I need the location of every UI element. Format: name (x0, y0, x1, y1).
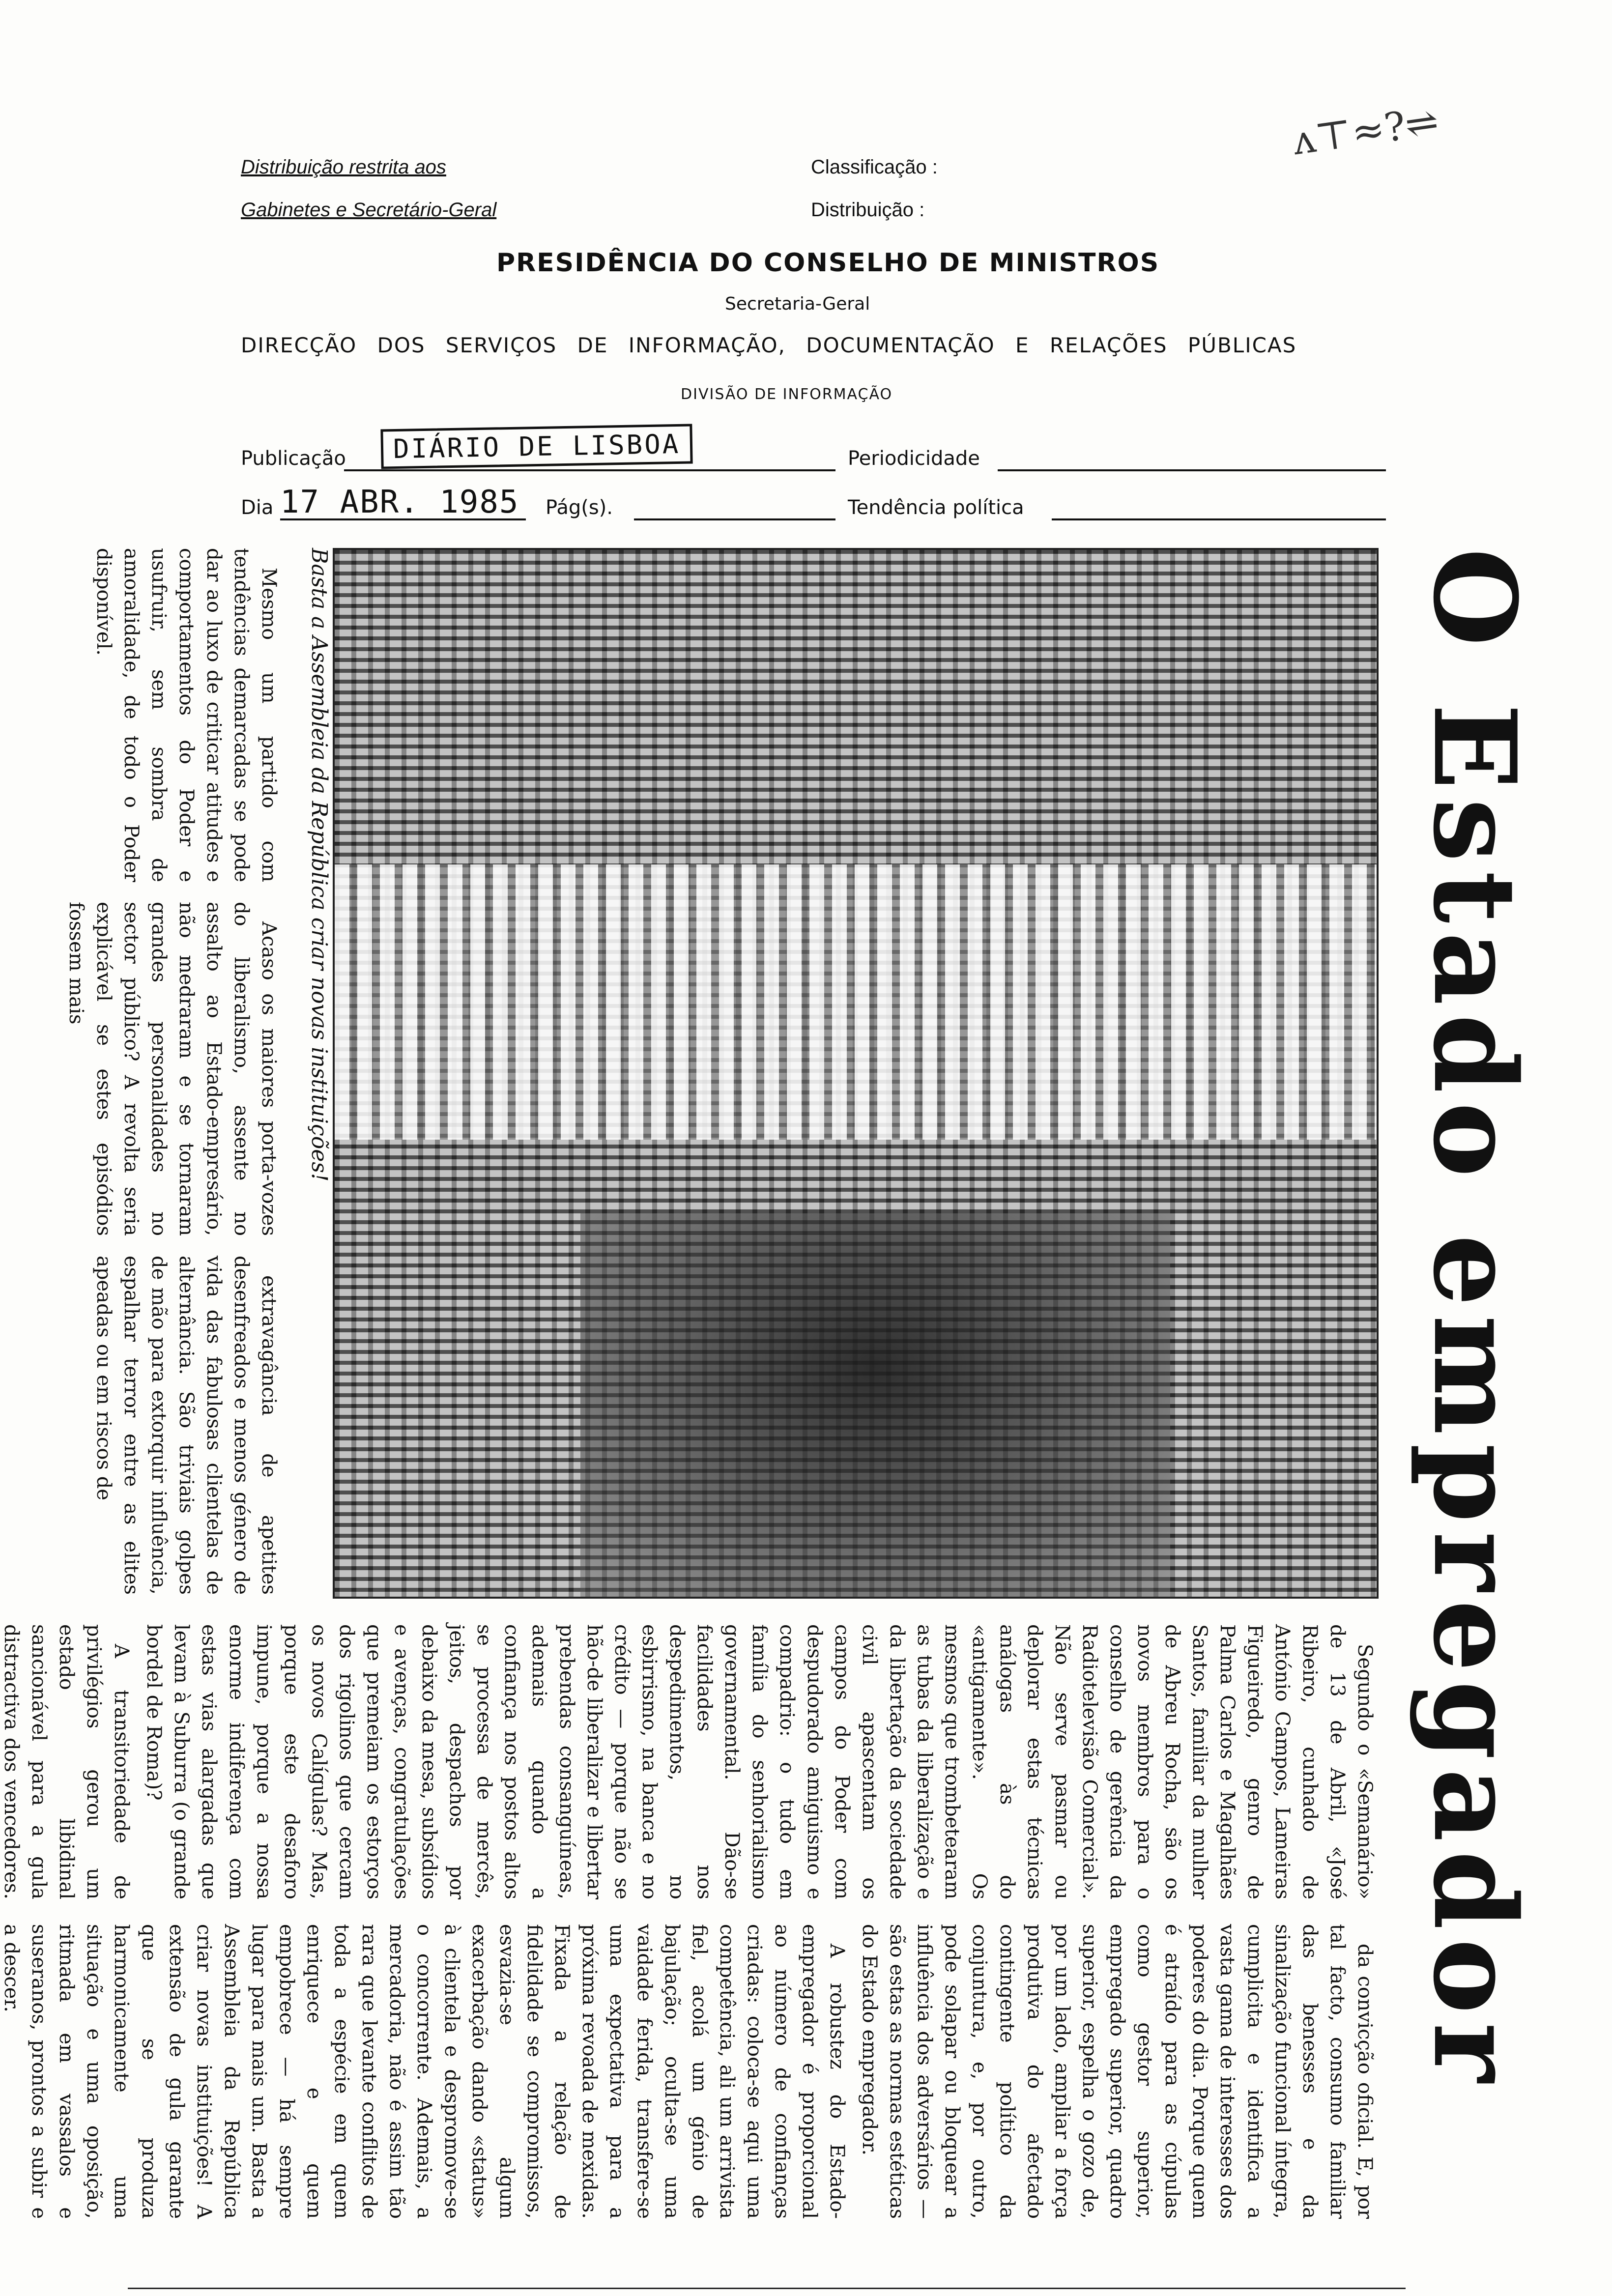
article-headline: O Estado empregador (1408, 548, 1541, 2092)
handwritten-corner-note: ʌ⊤≈?⇌ (1290, 98, 1441, 164)
photo-shadow (580, 1213, 1170, 1597)
tendencia-label: Tendência política (848, 496, 1024, 519)
col2-paragraph: A robustez do Estado-empregador é proporcional ao número de confianças criadas: coloca-se aqui uma competência, ali um arrivista fiel, acolá um génio de bajulação; oculta-se uma vaidade ferida, transfere-se uma expectativa para a próxima revoada de mexidas. Fixada a relação de fidelidade se compromissos, esvazia-se algum exacerbação dando «status» à clientela e despromove-se o concorrente. Ademais, a mercadoria, não é assim tão rara que levante conflitos de toda a espécie em quem enriquece e quem empobrece — há sempre lugar para mais um. Basta a Assembleia da República criar novas instituições! A extensão de gula garante que se produza harmonicamente uma situação e uma oposição, ritmada em vassalos e suseranos, prontos a subir e a descer. (0, 1924, 848, 2219)
distribution-line-2: Gabinetes e Secretário-Geral (241, 199, 497, 221)
col2-paragraph: da convicção oficial. E, por tal facto, consumo familiar das benesses e da sinalização funcional íntegra, cumplicita e identifica a vasta gama de interesses dos poderes do dia. Porque quem é atraído para as cúpulas como gestor superior, empregado superior, quadro superior, espelha o gozo de, por um lado, ampliar a força produtiva do afectado contingente político da conjuntura, e, por outro, pode solapar ou bloquear a influência dos adversários — são estas as normas estéticas do Estado empregador. (858, 1924, 1376, 2219)
photo-caption: Basta a Assembleia da República criar novas instituições! (307, 548, 332, 1182)
col3-paragraph: Mesmo um partido com tendências demarcadas se pode dar ao luxo de criticar atitudes e comportamentos do Poder e usufruir, sem sombra de amoralidade, de todo o Poder disponível. (92, 548, 280, 882)
col4-paragraph: Acaso os maiores porta-vozes do liberalismo, assente no assalto ao Estado-empresário, não medraram e se tornaram grandes personalidades no sector público? A revolta seria explicável se estes episódios fossem mais (65, 902, 280, 1236)
publicacao-label: Publicação (241, 447, 346, 470)
newspaper-clipping (0, 548, 1541, 2234)
article-column-4 (65, 902, 283, 1236)
col5-paragraph: extravagância de apetites desenfreados e menos género de vida das fabulosas clientelas de alternância. São triviais golpes de mão para extorquir influência, espalhar terror entre as elites apeadas ou em riscos de (92, 1256, 280, 1595)
publicacao-stamp: DIÁRIO DE LISBOA (380, 424, 692, 469)
article-column-2 (0, 1924, 1379, 2219)
publicacao-line (344, 469, 835, 471)
page-subtitle: Secretaria-Geral (725, 294, 870, 314)
photo-highlight (335, 864, 1377, 1140)
pags-label: Pág(s). (546, 496, 613, 519)
pags-line (634, 518, 835, 520)
page-title: PRESIDÊNCIA DO CONSELHO DE MINISTROS (496, 248, 1160, 278)
scan-edge-line (128, 2288, 1406, 2289)
assembly-photo (333, 548, 1379, 1599)
distribution-line-1: Distribuição restrita aos (241, 156, 446, 178)
direction-line: DIRECÇÃO DOS SERVIÇOS DE INFORMAÇÃO, DOCUMENTAÇÃO E RELAÇÕES PÚBLICAS (241, 333, 1297, 357)
classificacao-label: Classificação : (811, 156, 938, 178)
article-column-1 (0, 1624, 1379, 1899)
periodicidade-label: Periodicidade (848, 447, 980, 470)
division-line: DIVISÃO DE INFORMAÇÃO (681, 386, 893, 403)
dia-line (280, 518, 526, 520)
periodicidade-line (998, 469, 1386, 471)
article-column-3 (92, 548, 283, 882)
tendencia-line (1052, 518, 1386, 520)
col1-paragraph: A transitoriedade de privilégios gerou um estado libidinal sancionável para a gula distractiva dos vencedores. (0, 1624, 133, 1899)
dia-label: Dia (241, 496, 274, 519)
distribuicao-label: Distribuição : (811, 199, 925, 221)
dia-date-stamp: 17 ABR. 1985 (280, 484, 519, 520)
col1-paragraph: Segundo o «Semanário» de 13 de Abril, «José Ribeiro, cunhado de António Campos, Lameiras Figueiredo, genro de Palma Carlos e Magalhães Santos, familiar da mulher de Abreu Rocha, são os novos membros para o conselho de gerência da Radiotelevisão Comercial». Não serve pasmar ou deplorar estas técnicas análogas às do «antigamente». Os mesmos que trombetearam as tubas da liberalização e da libertação da sociedade civil apascentam os campos do Poder com despudorado amiguismo e compadrio: o tudo em família do senhorialismo governamental. Dão-se facilidades nos despedimentos, no esbirrismo, na banca e no crédito — porque não se hão-de liberalizar e libertar prebendas consanguíneas, ademais quando a confiança nos postos altos se processa de mercês, jeitos, despachos por debaixo da mesa, subsídios e avenças, congratulações que premeiam os estorços dos rigolinos que cercam os novos Calígulas? Mas, porque este desaforo impune, porque a nossa enorme indiferença com estas vias alargadas que levam à Suburra (o grande bordel de Roma)? (143, 1624, 1376, 1899)
article-column-5 (92, 1256, 283, 1595)
